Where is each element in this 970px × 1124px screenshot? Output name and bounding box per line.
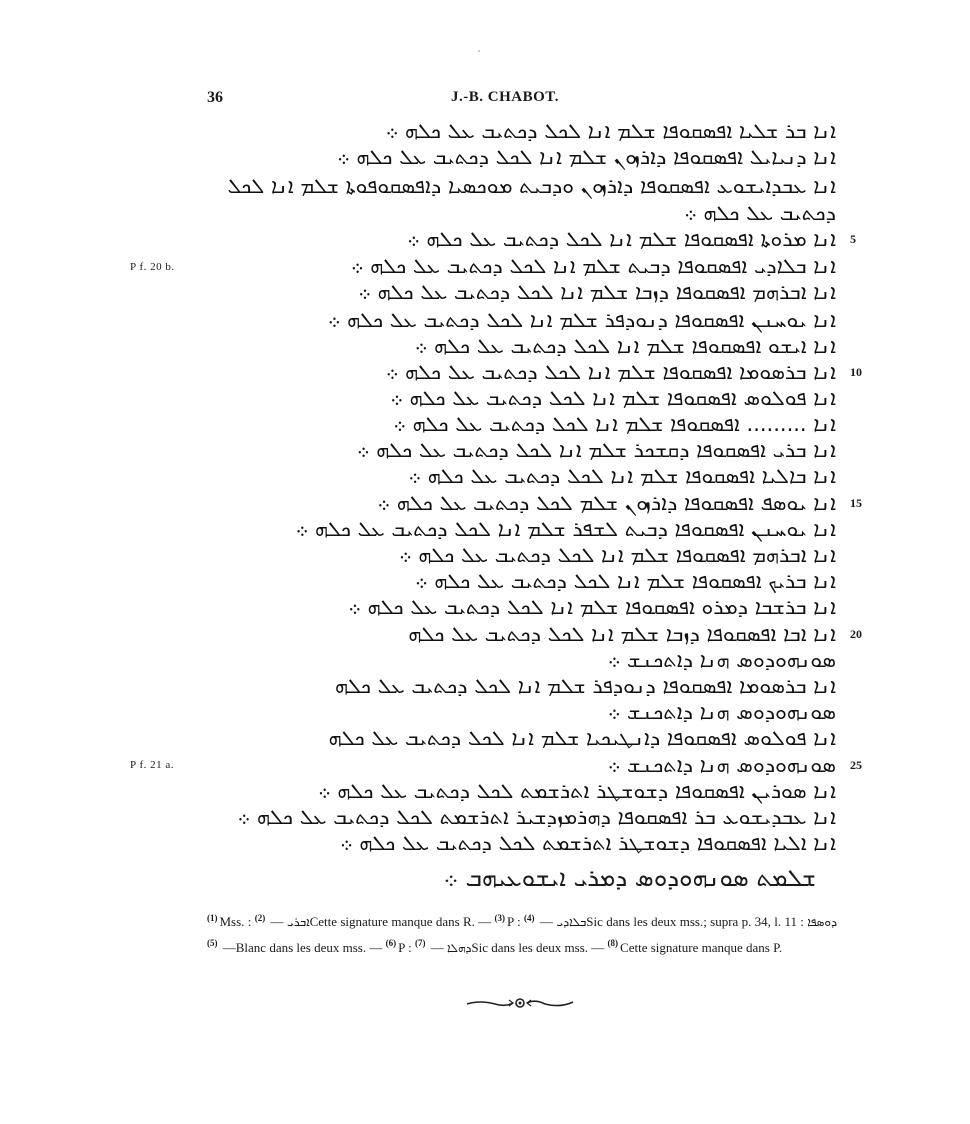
running-head-text: J.-B. CHABOT.: [451, 89, 559, 105]
line-number: 10: [850, 365, 862, 379]
scan-speck: [478, 50, 480, 52]
text-line: ܐܢܐ ܥܒܕܝܫܘܥ ܒܪ ܐܦܣܩܘܦܐ ܕܗܪܡܙܕܫܝܪ ܐܬܪܫܡܬ ܠܟܠ ܕܟܬܝܒ ܥܠ ܟܠܗ ܀: [237, 805, 836, 829]
footnote: [495, 914, 587, 929]
text-line: ܐܢܐ ܝܘܚܢܢ ܐܦܣܩܘܦܐ ܕܢܘܕܦܪ ܫܠܡ ܐܢܐ ܠܟܠ ܕܟܬܝܒ ܥܠ ܟܠܗ ܀: [327, 308, 836, 332]
ornament-divider: [465, 996, 575, 1010]
footnote-separator: —: [219, 939, 236, 955]
footnote-syriac: ܐܒܪܝ: [286, 915, 310, 930]
footnote-number: (5): [207, 938, 218, 949]
text-line: ܐܢܐ ......... ܐܦܣܩܘܦܐ ܫܠܡ ܐܢܐ ܠܟܠ ܕܟܬܝܒ ܥܠ ܟܠܗ ܀: [393, 412, 836, 436]
text-line: ܐܢܐ ܒܪ ܫܠܝܐ ܐܦܣܩܘܦܐ ܫܠܡ ܐܢܐ ܠܟܠ ܕܟܬܝܒ ܥܠ ܟܠܗ ܀: [385, 119, 836, 143]
text-line: ܐܢܐ ܦܘܠܘܣ ܐܦܣܩܘܦܐ ܕܐܢܛܝܟܝܐ ܫܠܡ ܐܢܐ ܠܟܠ ܕܟܬܝܒ ܥܠ ܟܠܗ: [328, 726, 836, 750]
text-line: ܐܢܐ ܝܘܚܢܢ ܐܦܣܩܘܦܐ ܕܒܝܬ ܠܫܦܪ ܫܠܡ ܐܢܐ ܠܟܠ ܕܟܬܝܒ ܥܠ ܟܠܗ ܀: [295, 517, 836, 541]
footnote-separator: —: [427, 939, 447, 955]
folio-marker: P f. 21 a.: [130, 759, 175, 771]
footnote-number: (3): [494, 913, 506, 923]
line-number: 25: [850, 758, 862, 772]
footnote-number: (4): [524, 913, 535, 923]
footnotes: [207, 908, 837, 959]
footnote-text: Sic dans les deux mss.; supra p. 34, l. 11 :: [586, 914, 808, 930]
footnote: [386, 940, 472, 955]
text-line: ܐܢܐ ܐܒܪܗܡ ܐܦܣܩܘܦܐ ܫܠܡ ܐܢܐ ܠܟܠ ܕܟܬܝܒ ܥܠ ܟܠܗ ܀: [398, 543, 836, 567]
text-line: ܐܢܐ ܒܪܣܘܡܐ ܐܦܣܩܘܦܐ ܕܢܘܕܦܪ ܫܠܡ ܐܢܐ ܠܟܠ ܕܟܬܝܒ ܥܠ ܟܠܗ: [334, 674, 836, 698]
text-line: ܣܘܢܗܘܕܘܣ ܗܢܐ ܕܐܬܟܢܫ ܀: [607, 648, 836, 672]
text-line: ܐܢܐ ܒܪܣܘܡܐ ܐܦܣܩܘܦܐ ܫܠܡ ܐܢܐ ܠܟܠ ܕܟܬܝܒ ܥܠ ܟܠܗ ܀: [385, 360, 836, 384]
line-number: 15: [850, 496, 862, 510]
footnote-separator: —: [536, 914, 557, 930]
footnote-text: Cette signature manque dans R. —: [309, 914, 495, 930]
footnote-syriac: ܕܘܣܦܐ: [807, 915, 838, 930]
footnote-text: P :: [398, 939, 415, 955]
text-line: ܕܟܬܝܒ ܥܠ ܟܠܗ ܀: [684, 201, 836, 225]
text-line: ܣܘܢܗܘܕܘܣ ܗܢܐ ܕܐܬܟܢܫ ܀: [607, 700, 836, 724]
text-line: ܐܢܐ ܒܐܠܝܐ ܐܦܣܩܘܦܐ ܫܠܡ ܐܢܐ ܠܟܠ ܕܟܬܝܒ ܥܠ ܟܠܗ ܀: [408, 464, 836, 488]
line-number: 20: [850, 627, 862, 641]
running-head: [0, 89, 970, 106]
page-number: 36: [207, 89, 223, 106]
text-line: ܐܢܐ ܒܠܐܕܝ ܐܦܣܩܘܦܐ ܕܒܝܬ ܫܠܡ ܐܢܐ ܠܟܠ ܕܟܬܝܒ ܥܠ ܟܠܗ ܀: [350, 254, 836, 278]
footnote-text: P :: [507, 914, 525, 930]
text-line: ܐܢܐ ܐܠܝܐ ܐܦܣܩܘܦܐ ܕܫܘܫܛܪ ܐܬܪܫܡܬ ܠܟܠ ܕܟܬܝܒ ܥܠ ܟܠܗ ܀: [340, 831, 836, 855]
footnote-text: Mss. :: [219, 914, 255, 930]
footnote-separator: —: [267, 914, 287, 930]
footnote-number: (2): [254, 913, 266, 923]
text-line: ܐܢܐ ܐܒܐ ܐܦܣܩܘܦܐ ܕܙܒܐ ܫܠܡ ܐܢܐ ܠܟܠ ܕܟܬܝܒ ܥܠ ܟܠܗ: [408, 622, 836, 646]
text-line: ܐܢܐ ܐܒܪܗܡ ܐܦܣܩܘܦܐ ܕܙܒܐ ܫܠܡ ܐܢܐ ܠܟܠ ܕܟܬܝܒ ܥܠ ܟܠܗ ܀: [358, 280, 836, 304]
text-line: ܐܢܐ ܥܒܕܐܝܫܘܥ ܐܦܣܩܘܦܐ ܕܐܪܙܘܢ ܘܕܒܝܬ ܡܘܟܣܝܐ ܕܐܦܣܩܘܦܘܬܐ ܫܠܡ ܐܢܐ ܠܟܠ: [227, 174, 836, 198]
text-line: ܐܢܐ ܕܢܝܐܝܠ ܐܦܣܩܘܦܐ ܕܐܪܙܘܢ ܫܠܡ ܐܢܐ ܠܟܠ ܕܟܬܝܒ ܥܠ ܟܠܗ ܀: [337, 145, 836, 169]
text-line: ܐܢܐ ܒܪܝܟ ܐܦܣܩܘܦܐ ܫܠܡ ܐܢܐ ܠܟܠ ܕܟܬܝܒ ܥܠ ܟܠܗ ܀: [414, 569, 836, 593]
footnote-syriac: ܒܠܐܕܝ: [556, 915, 587, 930]
text-line: ܣܘܢܗܘܕܘܣ ܗܢܐ ܕܐܬܟܢܫ ܀: [607, 753, 836, 777]
footnote: [608, 940, 783, 955]
text-line: ܐܢܐ ܝܘܣܦ ܐܦܣܩܘܦܐ ܕܐܪܙܘܢ ܫܠܡ ܠܟܠ ܕܟܬܝܒ ܥܠ ܟܠܗ ܀: [377, 491, 836, 515]
footnote-text: Sic dans les deux mss. —: [471, 939, 608, 955]
text-line: ܐܢܐ ܣܘܪܝܢ ܐܦܣܩܘܦܐ ܕܫܘܫܛܪ ܐܬܪܫܡܬ ܠܟܠ ܕܟܬܝܒ ܥܠ ܟܠܗ ܀: [318, 779, 836, 803]
text-line: ܐܢܐ ܒܪܫܒܐ ܕܡܪܘ ܐܦܣܩܘܦܐ ܫܠܡ ܐܢܐ ܠܟܠ ܕܟܬܝܒ ܥܠ ܟܠܗ ܀: [348, 595, 836, 619]
text-line: ܐܢܐ ܡܪܘܬܐ ܐܦܣܩܘܦܐ ܫܠܡ ܐܢܐ ܠܟܠ ܕܟܬܝܒ ܥܠ ܟܠܗ ܀: [407, 227, 836, 251]
folio-marker: P f. 20 b.: [130, 261, 175, 273]
footnote-text: Blanc dans les deux mss. —: [235, 939, 386, 955]
text-line: ܐܢܐ ܦܘܠܘܣ ܐܦܣܩܘܦܐ ܫܠܡ ܐܢܐ ܠܟܠ ܕܟܬܝܒ ܥܠ ܟܠܗ ܀: [390, 386, 836, 410]
line-number: 5: [850, 232, 856, 246]
closing-title: ܫܠܡܬ ܣܘܢܗܘܕܘܣ ܕܡܪܝ ܐܝܫܘܥܝܗܒ ܀: [443, 864, 816, 892]
footnote-number: (6): [385, 938, 397, 949]
footnote-number: (8): [607, 938, 619, 949]
footnote-number: (1): [207, 913, 218, 923]
footnote-syriac: ܕܗܠܐ: [446, 940, 472, 955]
footnote-text: Cette signature manque dans P.: [620, 939, 783, 955]
text-line: ܐܢܐ ܒܪܝ ܐܦܣܩܘܦܐ ܕܩܫܟܪ ܫܠܡ ܐܢܐ ܠܟܠ ܕܟܬܝܒ ܥܠ ܟܠܗ ܀: [356, 438, 836, 462]
text-line: ܐܢܐ ܐܝܫܘ ܐܦܣܩܘܦܐ ܫܠܡ ܐܢܐ ܠܟܠ ܕܟܬܝܒ ܥܠ ܟܠܗ ܀: [414, 334, 836, 358]
footnote-number: (7): [414, 938, 426, 949]
